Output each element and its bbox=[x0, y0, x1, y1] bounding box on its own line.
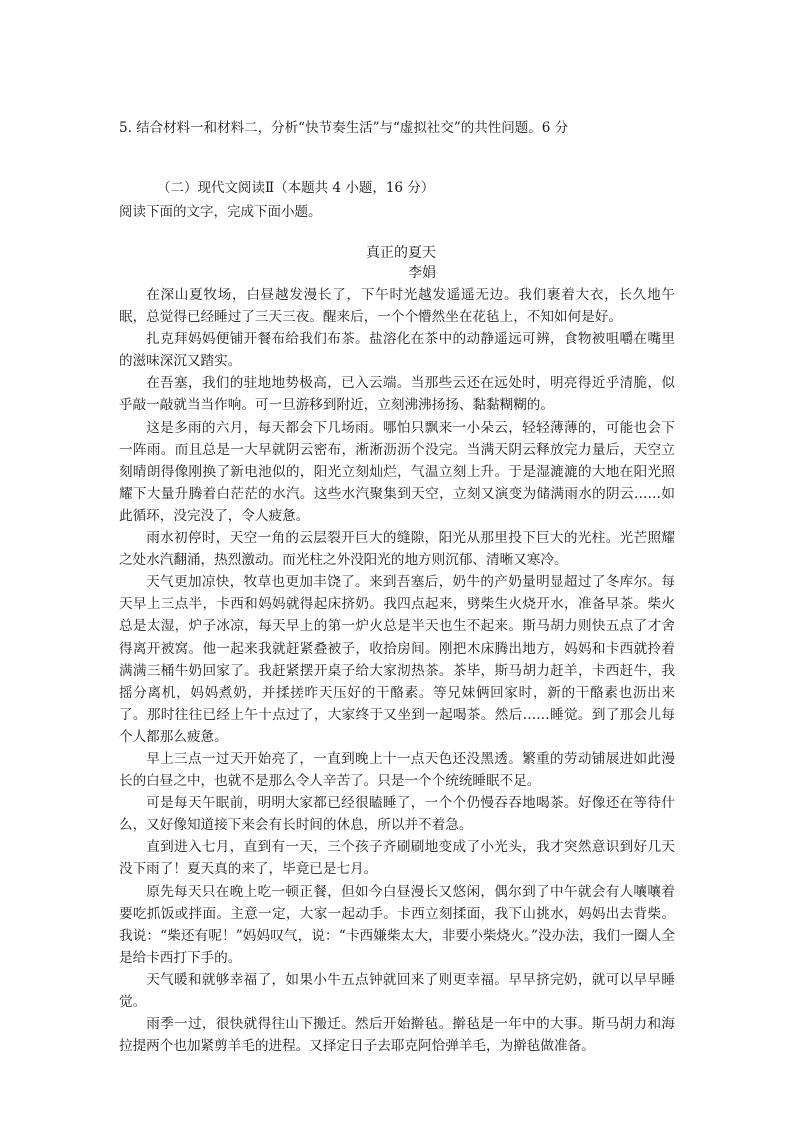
article-paragraph: 天气暖和就够幸福了，如果小牛五点钟就回来了则更幸福。早早挤完奶，就可以早早睡觉。 bbox=[119, 971, 675, 1010]
article-paragraph: 这是多雨的六月，每天都会下几场雨。哪怕只飘来一小朵云，轻轻薄薄的，可能也会下一阵雨。而且总是一大早就阴云密布，淅淅沥沥个没完。当满天阴云释放完力量后，天空立刻晴朗得像刚换了新电池似的，阳光立刻灿烂，气温立刻上升。于是湿漉漉的大地在阳光照耀下大量升腾着白茫茫的水汽。这些水汽聚集到天空，立刻又演变为储满雨水的阴云……如此循环，没完没了，令人疲惫。 bbox=[119, 419, 675, 524]
article-paragraph: 在吾塞，我们的驻地地势极高，已入云端。当那些云还在远处时，明亮得近乎清脆，似乎敲一敲就当当作响。可一旦游移到附近，立刻沸沸扬扬、黏黏糊糊的。 bbox=[119, 375, 675, 414]
article-author: 李娟 bbox=[408, 265, 436, 281]
article-paragraph: 天气更加凉快，牧草也更加丰饶了。来到吾塞后，奶牛的产奶量明显超过了冬库尔。每天早上三点半，卡西和妈妈就得起床挤奶。我四点起来，劈柴生火烧开水，准备早茶。柴火总是太湿，炉子冰凉，每天早上的第一炉火总是半天也生不起来。斯马胡力则快五点了才舍得离开被窝。他一起来我就赶紧叠被子，收拾房间。刚把木床腾出地方，妈妈和卡西就拎着满满三桶牛奶回家了。我赶紧摆开桌子给大家沏热茶。茶毕，斯马胡力赶羊，卡西赶牛，我摇分离机，妈妈煮奶，并揉搓昨天压好的干酪素。等兄妹俩回家时，新的干酪素也沥出来了。那时往往已经上午十点过了，大家终于又坐到一起喝茶。然后……睡觉。到了那会儿每个人都那么疲惫。 bbox=[119, 574, 675, 745]
article-paragraph: 直到进入七月，直到有一天，三个孩子齐刷刷地变成了小光头，我才突然意识到好几天没下雨了！夏天真的来了，毕竟已是七月。 bbox=[119, 839, 675, 878]
article-paragraph: 扎克拜妈妈便铺开餐布给我们布茶。盐溶化在茶中的动静遥远可辨，食物被咀嚼在嘴里的滋味深沉又踏实。 bbox=[119, 331, 675, 370]
article-title: 真正的夏天 bbox=[366, 245, 436, 261]
reading-instruction: 阅读下面的文字，完成下面小题。 bbox=[119, 204, 322, 220]
article-paragraph: 在深山夏牧场，白昼越发漫长了，下午时光越发遥遥无边。我们裹着大衣，长久地午眠，总觉得已经睡过了三天三夜。醒来后，一个个懵然坐在花毡上，不知如何是好。 bbox=[119, 287, 675, 326]
article-paragraph: 可是每天午眠前，明明大家都已经很瞌睡了，一个个仍慢吞吞地喝茶。好像还在等待什么，又好像知道接下来会有长时间的休息，所以并不着急。 bbox=[119, 795, 675, 834]
article-paragraph: 雨水初停时，天空一角的云层裂开巨大的缝隙，阳光从那里投下巨大的光柱。光芒照耀之处水汽翻涌，热烈激动。而光柱之外没阳光的地方则沉郁、清晰又寒冷。 bbox=[119, 530, 675, 569]
article-body bbox=[119, 284, 675, 1057]
section-heading: （二）现代文阅读Ⅱ（本题共 4 小题，16 分） bbox=[157, 180, 435, 196]
article-paragraph: 早上三点一过天开始亮了，一直到晚上十一点天色还没黑透。繁重的劳动铺展进如此漫长的白昼之中，也就不是那么令人辛苦了。只是一个个统统睡眠不足。 bbox=[119, 750, 675, 790]
article-paragraph: 雨季一过，很快就得往山下搬迁。然后开始擀毡。擀毡是一年中的大事。斯马胡力和海拉提两个也加紧剪羊毛的进程。又择定日子去耶克阿恰弹羊毛，为擀毡做准备。 bbox=[119, 1016, 675, 1055]
article-paragraph: 原先每天只在晚上吃一顿正餐，但如今白昼漫长又悠闲，偶尔到了中午就会有人嚷嚷着要吃抓饭或拌面。主意一定，大家一起动手。卡西立刻揉面，我下山挑水，妈妈出去背柴。我说：“柴还有呢！”妈妈叹气，说：“卡西嫌柴太大，非要小柴烧火。”没办法，我们一圈人全是给卡西打下手的。 bbox=[119, 883, 675, 966]
question-5: 5. 结合材料一和材料二，分析“快节奏生活”与“虚拟社交”的共性问题。6 分 bbox=[119, 120, 569, 136]
